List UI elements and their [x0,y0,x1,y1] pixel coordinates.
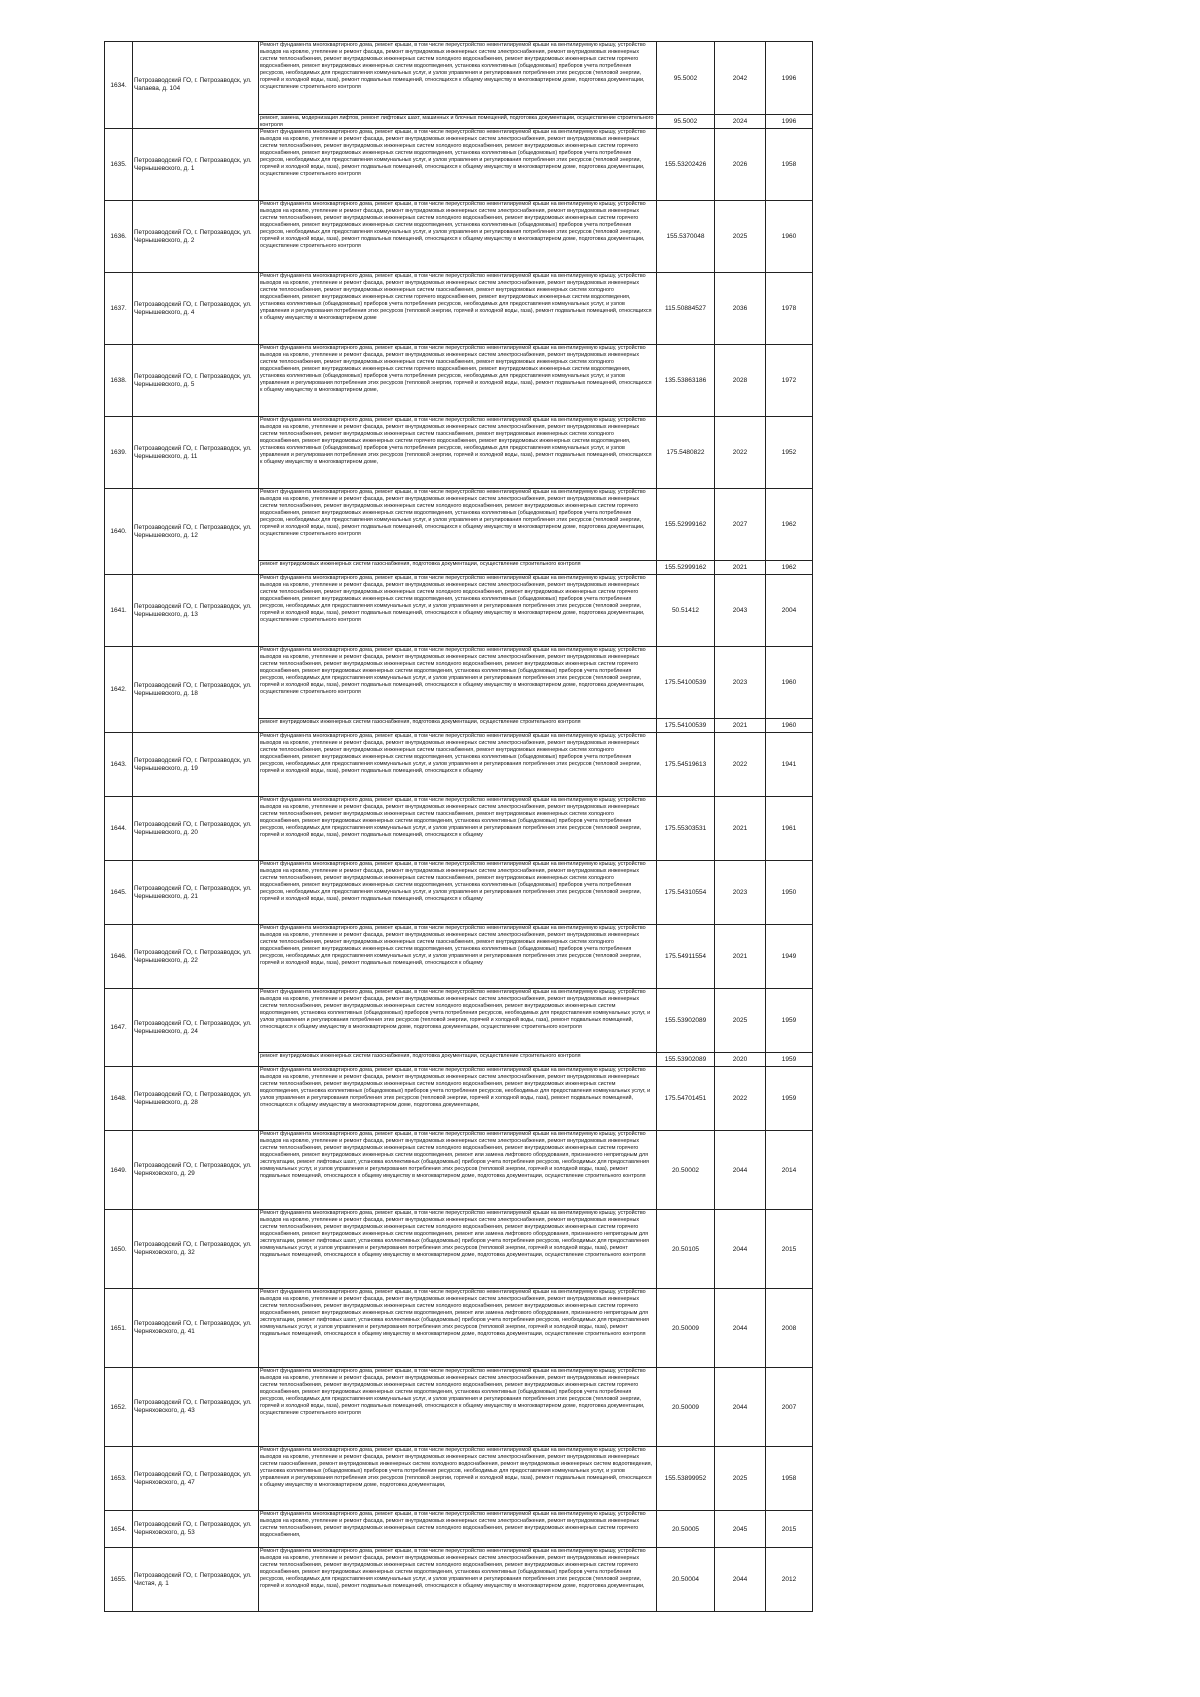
repair-year: 2044 [715,1548,766,1612]
repair-year: 2021 [715,561,766,575]
row-number: 1639. [105,417,133,489]
built-year: 2007 [766,1368,813,1447]
cost-value: 20.50105 [657,1210,715,1289]
cost-value: 20.50004 [657,1548,715,1612]
table-row [105,1447,813,1511]
built-year: 1950 [766,861,813,925]
work-description: Ремонт фундамента многоквартирного дома, ремонт крыши, в том числе переустройство невентилируемой крыши на вентилируемую крышу, устройство выходов на кровлю, утепление и ремонт фасада, ремонт внутридомовых инженерных систем электроснабжения, ремонт внутридомовых инженерных систем теплоснабжения, ремонт внутридомовых инженерных систем холодного водоснабжения, ремонт внутридомовых инженерных систем горячего водоснабжения, ремонт внутридомовых инженерных систем водоотведения, установка коллективных (общедомовых) приборов учета потребления ресурсов, необходимых для предоставления коммунальных услуг, и узлов управления и регулирования потребления этих ресурсов (тепловой энергии, горячей и холодной воды, газа), ремонт подвальных помещений, относящихся к общему имуществу в многоквартирном доме, подготовка документации, осуществление строительного контроля [260,489,646,538]
repair-year: 2026 [715,129,766,201]
table-row [105,273,813,345]
work-description: Ремонт фундамента многоквартирного дома, ремонт крыши, в том числе переустройство невентилируемой крыши на вентилируемую крышу, устройство выходов на кровлю, утепление и ремонт фасада, ремонт внутридомовых инженерных систем электроснабжения, ремонт внутридомовых инженерных систем теплоснабжения, ремонт внутридомовых инженерных систем холодного водоснабжения, ремонт внутридомовых инженерных систем горячего водоснабжения, ремонт внутридомовых инженерных систем водоотведения, ремонт или замена лифтового оборудования, признанного непригодным для эксплуатации, ремонт лифтовых шахт, установка коллективных (общедомовых) приборов учета потребления ресурсов, необходимых для предоставления коммунальных услуг, и узлов управления и регулирования потребления этих ресурсов (тепловой энергии, горячей и холодной воды, газа), ремонт подвальных помещений, относящихся к общему имуществу в многоквартирном доме, подготовка документации, осуществление строительного контроля [260,1131,649,1180]
work-description-cell [259,1053,657,1067]
work-description-cell [259,797,657,861]
cost-value: 175.54701451 [657,1067,715,1131]
work-description: Ремонт фундамента многоквартирного дома, ремонт крыши, в том числе переустройство невентилируемой крыши на вентилируемую крышу, устройство выходов на кровлю, утепление и ремонт фасада, ремонт внутридомовых инженерных систем электроснабжения, ремонт внутридомовых инженерных систем теплоснабжения, ремонт внутридомовых инженерных систем холодного водоснабжения, ремонт внутридомовых инженерных систем горячего водоснабжения, [260,1511,646,1539]
repair-year: 2036 [715,273,766,345]
work-description-cell [259,42,657,115]
work-description: Ремонт фундамента многоквартирного дома, ремонт крыши, в том числе переустройство невентилируемой крыши на вентилируемую крышу, устройство выходов на кровлю, утепление и ремонт фасада, ремонт внутридомовых инженерных систем электроснабжения, ремонт внутридомовых инженерных систем теплоснабжения, ремонт внутридомовых инженерных систем холодного водоснабжения, ремонт внутридомовых инженерных систем водоотведения, установка коллективных (общедомовых) приборов учета потребления ресурсов, необходимых для предоставления коммунальных услуг, и узлов управления и регулирования потребления этих ресурсов (тепловой энергии, горячей и холодной воды, газа), ремонт подвальных помещений, относящихся к общему имуществу в многоквартирном доме, подготовка документации, [260,1067,651,1109]
work-description-cell [259,417,657,489]
built-year: 1962 [766,561,813,575]
built-year: 1996 [766,115,813,129]
built-year: 1958 [766,1447,813,1511]
row-number: 1644. [105,797,133,861]
building-address: Петрозаводский ГО, г. Петрозаводск, ул. Чернышевского, д. 11 [133,417,259,489]
work-description-cell [259,1289,657,1368]
work-description-cell [259,733,657,797]
work-description: Ремонт фундамента многоквартирного дома, ремонт крыши, в том числе переустройство невентилируемой крыши на вентилируемую крышу, устройство выходов на кровлю, утепление и ремонт фасада, ремонт внутридомовых инженерных систем электроснабжения, ремонт внутридомовых инженерных систем теплоснабжения, ремонт внутридомовых инженерных систем газоснабжения, ремонт внутридомовых инженерных систем холодного водоснабжения, ремонт внутридомовых инженерных систем водоотведения, установка коллективных (общедомовых) приборов учета потребления ресурсов, необходимых для предоставления коммунальных услуг, и узлов управления и регулирования потребления этих ресурсов (тепловой энергии, горячей и холодной воды, газа), ремонт подвальных помещений, относящихся к общему [260,861,646,903]
work-description: ремонт, замена, модернизация лифтов, ремонт лифтовых шахт, машинных и блочных помещений, подготовка документации, осуществление строительного контроля [260,115,654,128]
work-description-cell [259,1067,657,1131]
built-year: 1959 [766,989,813,1053]
built-year: 1949 [766,925,813,989]
work-description: Ремонт фундамента многоквартирного дома, ремонт крыши, в том числе переустройство невентилируемой крыши на вентилируемую крышу, устройство выходов на кровлю, утепление и ремонт фасада, ремонт внутридомовых инженерных систем электроснабжения, ремонт внутридомовых инженерных систем теплоснабжения, ремонт внутридомовых инженерных систем холодного водоснабжения, ремонт внутридомовых инженерных систем горячего водоснабжения, ремонт внутридомовых инженерных систем водоотведения, ремонт или замена лифтового оборудования, признанного непригодным для эксплуатации, ремонт лифтовых шахт, установка коллективных (общедомовых) приборов учета потребления ресурсов, необходимых для предоставления коммунальных услуг, и узлов управления и регулирования потребления этих ресурсов (тепловой энергии, горячей и холодной воды, газа), ремонт подвальных помещений, относящихся к общему имуществу в многоквартирном доме, подготовка документации, осуществление строительного контроля [260,1289,649,1338]
work-description-cell [259,1210,657,1289]
table-row [105,733,813,797]
work-description: Ремонт фундамента многоквартирного дома, ремонт крыши, в том числе переустройство невентилируемой крыши на вентилируемую крышу, устройство выходов на кровлю, утепление и ремонт фасада, ремонт внутридомовых инженерных систем электроснабжения, ремонт внутридомовых инженерных систем газоснабжения, ремонт внутридомовых инженерных систем холодного водоснабжения, ремонт внутридомовых инженерных систем водоотведения, установка коллективных (общедомовых) приборов учета потребления ресурсов, необходимых для предоставления коммунальных услуг, и узлов управления и регулирования потребления этих ресурсов (тепловой энергии, горячей и холодной воды, газа), ремонт подвальных помещений, относящихся к общему имуществу в многоквартирном доме, подготовка документации, [260,1447,653,1489]
work-description: Ремонт фундамента многоквартирного дома, ремонт крыши, в том числе переустройство невентилируемой крыши на вентилируемую крышу, устройство выходов на кровлю, утепление и ремонт фасада, ремонт внутридомовых инженерных систем электроснабжения, ремонт внутридомовых инженерных систем теплоснабжения, ремонт внутридомовых инженерных систем газоснабжения, ремонт внутридомовых инженерных систем холодного водоснабжения, ремонт внутридомовых инженерных систем водоотведения, установка коллективных (общедомовых) приборов учета потребления ресурсов, необходимых для предоставления коммунальных услуг, и узлов управления и регулирования потребления этих ресурсов (тепловой энергии, горячей и холодной воды, газа), ремонт подвальных помещений, относящихся к общему [260,797,646,839]
work-description-cell [259,1511,657,1548]
built-year: 1996 [766,42,813,115]
building-address: Петрозаводский ГО, г. Петрозаводск, ул. Чернышевского, д. 18 [133,647,259,733]
cost-value: 50.51412 [657,575,715,647]
row-number: 1638. [105,345,133,417]
work-description-cell [259,1131,657,1210]
table-row [105,1289,813,1368]
cost-value: 175.5480822 [657,417,715,489]
cost-value: 175.55303531 [657,797,715,861]
cost-value: 135.53863186 [657,345,715,417]
work-description-cell [259,1368,657,1447]
row-number: 1635. [105,129,133,201]
cost-value: 155.53902089 [657,989,715,1053]
cost-value: 175.54310554 [657,861,715,925]
built-year: 2014 [766,1131,813,1210]
building-address: Петрозаводский ГО, г. Петрозаводск, ул. Черняховского, д. 32 [133,1210,259,1289]
cost-value: 175.54100539 [657,719,715,733]
built-year: 1959 [766,1053,813,1067]
capital-repair-table [104,41,813,1612]
work-description: Ремонт фундамента многоквартирного дома, ремонт крыши, в том числе переустройство невентилируемой крыши на вентилируемую крышу, устройство выходов на кровлю, утепление и ремонт фасада, ремонт внутридомовых инженерных систем электроснабжения, ремонт внутридомовых инженерных систем теплоснабжения, ремонт внутридомовых инженерных систем газоснабжения, ремонт внутридомовых инженерных систем холодного водоснабжения, ремонт внутридомовых инженерных систем горячего водоснабжения, ремонт внутридомовых инженерных систем водоотведения, установка коллективных (общедомовых) приборов учета потребления ресурсов, необходимых для предоставления коммунальных услуг, и узлов управления и регулирования потребления этих ресурсов (тепловой энергии, горячей и холодной воды, газа), ремонт подвальных помещений, относящихся к общему имуществу в многоквартирном доме, [260,345,652,394]
built-year: 2015 [766,1511,813,1548]
repair-year: 2021 [715,719,766,733]
work-description: Ремонт фундамента многоквартирного дома, ремонт крыши, в том числе переустройство невентилируемой крыши на вентилируемую крышу, устройство выходов на кровлю, утепление и ремонт фасада, ремонт внутридомовых инженерных систем электроснабжения, ремонт внутридомовых инженерных систем теплоснабжения, ремонт внутридомовых инженерных систем холодного водоснабжения, ремонт внутридомовых инженерных систем горячего водоснабжения, ремонт внутридомовых инженерных систем водоотведения, установка коллективных (общедомовых) приборов учета потребления ресурсов, необходимых для предоставления коммунальных услуг, и узлов управления и регулирования потребления этих ресурсов (тепловой энергии, горячей и холодной воды, газа), ремонт подвальных помещений, относящихся к общему имуществу в многоквартирном доме, подготовка документации, [260,1548,646,1590]
building-address: Петрозаводский ГО, г. Петрозаводск, ул. Чапаева, д. 104 [133,42,259,129]
row-number: 1646. [105,925,133,989]
table-row [105,1210,813,1289]
table-row [105,575,813,647]
row-number: 1651. [105,1289,133,1368]
building-address: Петрозаводский ГО, г. Петрозаводск, ул. Чернышевского, д. 4 [133,273,259,345]
built-year: 1960 [766,201,813,273]
building-address: Петрозаводский ГО, г. Петрозаводск, ул. Черняховского, д. 29 [133,1131,259,1210]
table-row [105,925,813,989]
row-number: 1650. [105,1210,133,1289]
work-description: Ремонт фундамента многоквартирного дома, ремонт крыши, в том числе переустройство невентилируемой крыши на вентилируемую крышу, устройство выходов на кровлю, утепление и ремонт фасада, ремонт внутридомовых инженерных систем электроснабжения, ремонт внутридомовых инженерных систем теплоснабжения, ремонт внутридомовых инженерных систем холодного водоснабжения, ремонт внутридомовых инженерных систем горячего водоснабжения, ремонт внутридомовых инженерных систем водоотведения, установка коллективных (общедомовых) приборов учета потребления ресурсов, необходимых для предоставления коммунальных услуг, и узлов управления и регулирования потребления этих ресурсов (тепловой энергии, горячей и холодной воды, газа), ремонт подвальных помещений, относящихся к общему имуществу в многоквартирном доме, подготовка документации, осуществление строительного контроля [260,129,646,178]
row-number: 1642. [105,647,133,733]
built-year: 1960 [766,719,813,733]
cost-value: 155.52999162 [657,561,715,575]
table-body [105,42,813,1612]
row-number: 1655. [105,1548,133,1612]
built-year: 2015 [766,1210,813,1289]
table-row [105,797,813,861]
work-description: ремонт внутридомовых инженерных систем газоснабжения, подготовка документации, осуществление строительного контроля [260,561,581,567]
repair-year: 2044 [715,1210,766,1289]
repair-year: 2021 [715,797,766,861]
repair-year: 2022 [715,733,766,797]
table-row [105,861,813,925]
building-address: Петрозаводский ГО, г. Петрозаводск, ул. Чистая, д. 1 [133,1548,259,1612]
building-address: Петрозаводский ГО, г. Петрозаводск, ул. Черняховского, д. 53 [133,1511,259,1548]
repair-year: 2023 [715,647,766,719]
cost-value: 175.54100539 [657,647,715,719]
cost-value: 175.54519613 [657,733,715,797]
built-year: 1960 [766,647,813,719]
building-address: Петрозаводский ГО, г. Петрозаводск, ул. Чернышевского, д. 5 [133,345,259,417]
row-number: 1637. [105,273,133,345]
built-year: 1972 [766,345,813,417]
repair-year: 2022 [715,1067,766,1131]
built-year: 1941 [766,733,813,797]
table-row [105,1511,813,1548]
cost-value: 20.50005 [657,1511,715,1548]
work-description: Ремонт фундамента многоквартирного дома, ремонт крыши, в том числе переустройство невентилируемой крыши на вентилируемую крышу, устройство выходов на кровлю, утепление и ремонт фасада, ремонт внутридомовых инженерных систем электроснабжения, ремонт внутридомовых инженерных систем теплоснабжения, ремонт внутридомовых инженерных систем холодного водоснабжения, ремонт внутридомовых инженерных систем горячего водоснабжения, ремонт внутридомовых инженерных систем водоотведения, установка коллективных (общедомовых) приборов учета потребления ресурсов, необходимых для предоставления коммунальных услуг, и узлов управления и регулирования потребления этих ресурсов (тепловой энергии, горячей и холодной воды, газа), ремонт подвальных помещений, относящихся к общему имуществу в многоквартирном доме, подготовка документации, осуществление строительного контроля [260,201,646,250]
work-description-cell [259,861,657,925]
table-row [105,129,813,201]
work-description-cell [259,489,657,561]
table-row [105,1548,813,1612]
work-description-cell [259,561,657,575]
work-description-cell [259,273,657,345]
work-description: Ремонт фундамента многоквартирного дома, ремонт крыши, в том числе переустройство невентилируемой крыши на вентилируемую крышу, устройство выходов на кровлю, утепление и ремонт фасада, ремонт внутридомовых инженерных систем электроснабжения, ремонт внутридомовых инженерных систем теплоснабжения, ремонт внутридомовых инженерных систем холодного водоснабжения, ремонт внутридомовых инженерных систем горячего водоснабжения, ремонт внутридомовых инженерных систем водоотведения, установка коллективных (общедомовых) приборов учета потребления ресурсов, необходимых для предоставления коммунальных услуг, и узлов управления и регулирования потребления этих ресурсов (тепловой энергии, горячей и холодной воды, газа), ремонт подвальных помещений, относящихся к общему имуществу в многоквартирном доме, подготовка документации, осуществление строительного контроля [260,647,646,696]
work-description: Ремонт фундамента многоквартирного дома, ремонт крыши, в том числе переустройство невентилируемой крыши на вентилируемую крышу, устройство выходов на кровлю, утепление и ремонт фасада, ремонт внутридомовых инженерных систем электроснабжения, ремонт внутридомовых инженерных систем теплоснабжения, ремонт внутридомовых инженерных систем холодного водоснабжения, ремонт внутридомовых инженерных систем горячего водоснабжения, ремонт внутридомовых инженерных систем водоотведения, установка коллективных (общедомовых) приборов учета потребления ресурсов, необходимых для предоставления коммунальных услуг, и узлов управления и регулирования потребления этих ресурсов (тепловой энергии, горячей и холодной воды, газа), ремонт подвальных помещений, относящихся к общему имуществу в многоквартирном доме, подготовка документации, осуществление строительного контроля [260,42,646,91]
work-description: ремонт внутридомовых инженерных систем газоснабжения, подготовка документации, осуществление строительного контроля [260,1053,581,1059]
row-number: 1636. [105,201,133,273]
work-description: Ремонт фундамента многоквартирного дома, ремонт крыши, в том числе переустройство невентилируемой крыши на вентилируемую крышу, устройство выходов на кровлю, утепление и ремонт фасада, ремонт внутридомовых инженерных систем электроснабжения, ремонт внутридомовых инженерных систем теплоснабжения, ремонт внутридомовых инженерных систем газоснабжения, ремонт внутридомовых инженерных систем холодного водоснабжения, ремонт внутридомовых инженерных систем водоотведения, установка коллективных (общедомовых) приборов учета потребления ресурсов, необходимых для предоставления коммунальных услуг, и узлов управления и регулирования потребления этих ресурсов (тепловой энергии, горячей и холодной воды, газа), ремонт подвальных помещений, относящихся к общему [260,733,646,775]
built-year: 2004 [766,575,813,647]
cost-value: 95.5002 [657,42,715,115]
row-number: 1654. [105,1511,133,1548]
table-row [105,201,813,273]
table-row [105,989,813,1053]
building-address: Петрозаводский ГО, г. Петрозаводск, ул. Чернышевского, д. 13 [133,575,259,647]
work-description: Ремонт фундамента многоквартирного дома, ремонт крыши, в том числе переустройство невентилируемой крыши на вентилируемую крышу, устройство выходов на кровлю, утепление и ремонт фасада, ремонт внутридомовых инженерных систем электроснабжения, ремонт внутридомовых инженерных систем теплоснабжения, ремонт внутридомовых инженерных систем холодного водоснабжения, ремонт внутридомовых инженерных систем горячего водоснабжения, ремонт внутридомовых инженерных систем водоотведения, установка коллективных (общедомовых) приборов учета потребления ресурсов, необходимых для предоставления коммунальных услуг, и узлов управления и регулирования потребления этих ресурсов (тепловой энергии, горячей и холодной воды, газа), ремонт подвальных помещений, относящихся к общему имуществу в многоквартирном доме, подготовка документации, осуществление строительного контроля [260,1368,646,1417]
table-row [105,1067,813,1131]
building-address: Петрозаводский ГО, г. Петрозаводск, ул. Черняховского, д. 43 [133,1368,259,1447]
built-year: 1962 [766,489,813,561]
cost-value: 175.54911554 [657,925,715,989]
row-number: 1640. [105,489,133,575]
repair-year: 2023 [715,861,766,925]
work-description-cell [259,925,657,989]
built-year: 1959 [766,1067,813,1131]
work-description-cell [259,345,657,417]
repair-year: 2027 [715,489,766,561]
repair-year: 2024 [715,115,766,129]
cost-value: 155.53902089 [657,1053,715,1067]
row-number: 1652. [105,1368,133,1447]
work-description: Ремонт фундамента многоквартирного дома, ремонт крыши, в том числе переустройство невентилируемой крыши на вентилируемую крышу, устройство выходов на кровлю, утепление и ремонт фасада, ремонт внутридомовых инженерных систем электроснабжения, ремонт внутридомовых инженерных систем теплоснабжения, ремонт внутридомовых инженерных систем газоснабжения, ремонт внутридомовых инженерных систем холодного водоснабжения, ремонт внутридомовых инженерных систем водоотведения, установка коллективных (общедомовых) приборов учета потребления ресурсов, необходимых для предоставления коммунальных услуг, и узлов управления и регулирования потребления этих ресурсов (тепловой энергии, горячей и холодной воды, газа), ремонт подвальных помещений, относящихся к общему [260,925,646,967]
building-address: Петрозаводский ГО, г. Петрозаводск, ул. Чернышевского, д. 19 [133,733,259,797]
building-address: Петрозаводский ГО, г. Петрозаводск, ул. Чернышевского, д. 2 [133,201,259,273]
work-description: Ремонт фундамента многоквартирного дома, ремонт крыши, в том числе переустройство невентилируемой крыши на вентилируемую крышу, устройство выходов на кровлю, утепление и ремонт фасада, ремонт внутридомовых инженерных систем электроснабжения, ремонт внутридомовых инженерных систем теплоснабжения, ремонт внутридомовых инженерных систем газоснабжения, ремонт внутридомовых инженерных систем холодного водоснабжения, ремонт внутридомовых инженерных систем горячего водоснабжения, ремонт внутридомовых инженерных систем водоотведения, установка коллективных (общедомовых) приборов учета потребления ресурсов, необходимых для предоставления коммунальных услуг, и узлов управления и регулирования потребления этих ресурсов (тепловой энергии, горячей и холодной воды, газа), ремонт подвальных помещений, относящихся к общему имуществу в многоквартирном доме, [260,417,652,466]
row-number: 1648. [105,1067,133,1131]
repair-year: 2042 [715,42,766,115]
cost-value: 115.50884527 [657,273,715,345]
repair-year: 2044 [715,1289,766,1368]
cost-value: 155.52999162 [657,489,715,561]
repair-year: 2025 [715,1447,766,1511]
row-number: 1634. [105,42,133,129]
building-address: Петрозаводский ГО, г. Петрозаводск, ул. Чернышевского, д. 24 [133,989,259,1067]
cost-value: 95.5002 [657,115,715,129]
repair-year: 2028 [715,345,766,417]
cost-value: 155.53202426 [657,129,715,201]
row-number: 1645. [105,861,133,925]
repair-year: 2044 [715,1131,766,1210]
work-description: Ремонт фундамента многоквартирного дома, ремонт крыши, в том числе переустройство невентилируемой крыши на вентилируемую крышу, устройство выходов на кровлю, утепление и ремонт фасада, ремонт внутридомовых инженерных систем электроснабжения, ремонт внутридомовых инженерных систем теплоснабжения, ремонт внутридомовых инженерных систем холодного водоснабжения, ремонт внутридомовых инженерных систем горячего водоснабжения, ремонт внутридомовых инженерных систем водоотведения, установка коллективных (общедомовых) приборов учета потребления ресурсов, необходимых для предоставления коммунальных услуг, и узлов управления и регулирования потребления этих ресурсов (тепловой энергии, горячей и холодной воды, газа), ремонт подвальных помещений, относящихся к общему имуществу в многоквартирном доме, подготовка документации, осуществление строительного контроля [260,575,646,624]
work-description-cell [259,129,657,201]
row-number: 1643. [105,733,133,797]
built-year: 2008 [766,1289,813,1368]
work-description-cell [259,989,657,1053]
work-description-cell [259,575,657,647]
work-description-cell [259,1447,657,1511]
work-description: Ремонт фундамента многоквартирного дома, ремонт крыши, в том числе переустройство невентилируемой крыши на вентилируемую крышу, устройство выходов на кровлю, утепление и ремонт фасада, ремонт внутридомовых инженерных систем электроснабжения, ремонт внутридомовых инженерных систем теплоснабжения, ремонт внутридомовых инженерных систем холодного водоснабжения, ремонт внутридомовых инженерных систем водоотведения, установка коллективных (общедомовых) приборов учета потребления ресурсов, необходимых для предоставления коммунальных услуг, и узлов управления и регулирования потребления этих ресурсов (тепловой энергии, горячей и холодной воды, газа), ремонт подвальных помещений, относящихся к общему имуществу в многоквартирном доме, подготовка документации, осуществление строительного контроля [260,989,651,1031]
building-address: Петрозаводский ГО, г. Петрозаводск, ул. Чернышевского, д. 1 [133,129,259,201]
cost-value: 20.50009 [657,1368,715,1447]
cost-value: 155.5370048 [657,201,715,273]
row-number: 1649. [105,1131,133,1210]
cost-value: 20.50002 [657,1131,715,1210]
repair-year: 2043 [715,575,766,647]
built-year: 1961 [766,797,813,861]
building-address: Петрозаводский ГО, г. Петрозаводск, ул. Чернышевского, д. 12 [133,489,259,575]
cost-value: 20.50009 [657,1289,715,1368]
work-description-cell [259,1548,657,1612]
table-row [105,1368,813,1447]
work-description-cell [259,647,657,719]
repair-year: 2044 [715,1368,766,1447]
table-row [105,647,813,719]
work-description: ремонт внутридомовых инженерных систем газоснабжения, подготовка документации, осуществление строительного контроля [260,719,581,725]
building-address: Петрозаводский ГО, г. Петрозаводск, ул. Чернышевского, д. 28 [133,1067,259,1131]
work-description-cell [259,719,657,733]
work-description-cell [259,115,657,129]
work-description: Ремонт фундамента многоквартирного дома, ремонт крыши, в том числе переустройство невентилируемой крыши на вентилируемую крышу, устройство выходов на кровлю, утепление и ремонт фасада, ремонт внутридомовых инженерных систем электроснабжения, ремонт внутридомовых инженерных систем теплоснабжения, ремонт внутридомовых инженерных систем холодного водоснабжения, ремонт внутридомовых инженерных систем горячего водоснабжения, ремонт внутридомовых инженерных систем водоотведения, ремонт или замена лифтового оборудования, признанного непригодным для эксплуатации, ремонт лифтовых шахт, установка коллективных (общедомовых) приборов учета потребления ресурсов, необходимых для предоставления коммунальных услуг, и узлов управления и регулирования потребления этих ресурсов (тепловой энергии, горячей и холодной воды, газа), ремонт подвальных помещений, относящихся к общему имуществу в многоквартирном доме, подготовка документации, осуществление строительного контроля [260,1210,649,1259]
built-year: 1952 [766,417,813,489]
building-address: Петрозаводский ГО, г. Петрозаводск, ул. Чернышевского, д. 21 [133,861,259,925]
work-description-cell [259,201,657,273]
repair-year: 2025 [715,989,766,1053]
repair-year: 2025 [715,201,766,273]
cost-value: 155.53899952 [657,1447,715,1511]
repair-year: 2020 [715,1053,766,1067]
row-number: 1641. [105,575,133,647]
table-row [105,489,813,561]
built-year: 1958 [766,129,813,201]
building-address: Петрозаводский ГО, г. Петрозаводск, ул. Черняховского, д. 41 [133,1289,259,1368]
repair-year: 2045 [715,1511,766,1548]
table-row [105,42,813,115]
built-year: 2012 [766,1548,813,1612]
work-description: Ремонт фундамента многоквартирного дома, ремонт крыши, в том числе переустройство невентилируемой крыши на вентилируемую крышу, устройство выходов на кровлю, утепление и ремонт фасада, ремонт внутридомовых инженерных систем электроснабжения, ремонт внутридомовых инженерных систем теплоснабжения, ремонт внутридомовых инженерных систем газоснабжения, ремонт внутридомовых инженерных систем холодного водоснабжения, ремонт внутридомовых инженерных систем горячего водоснабжения, ремонт внутридомовых инженерных систем водоотведения, установка коллективных (общедомовых) приборов учета потребления ресурсов, необходимых для предоставления коммунальных услуг, и узлов управления и регулирования потребления этих ресурсов (тепловой энергии, горячей и холодной воды, газа), ремонт подвальных помещений, относящихся к общему имуществу в многоквартирном доме [260,273,652,322]
table-row [105,1131,813,1210]
building-address: Петрозаводский ГО, г. Петрозаводск, ул. Чернышевского, д. 22 [133,925,259,989]
table-row [105,345,813,417]
table-row [105,417,813,489]
built-year: 1978 [766,273,813,345]
building-address: Петрозаводский ГО, г. Петрозаводск, ул. Чернышевского, д. 20 [133,797,259,861]
repair-year: 2022 [715,417,766,489]
building-address: Петрозаводский ГО, г. Петрозаводск, ул. Черняховского, д. 47 [133,1447,259,1511]
row-number: 1653. [105,1447,133,1511]
repair-year: 2021 [715,925,766,989]
row-number: 1647. [105,989,133,1067]
